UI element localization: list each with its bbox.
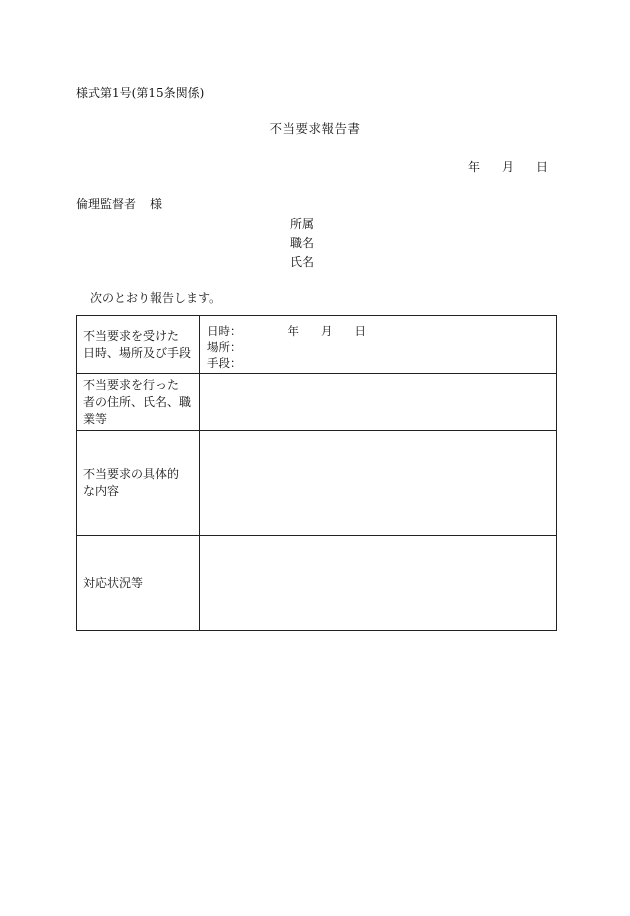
- row-label-incident: [77, 316, 200, 374]
- datetime-day: 日: [354, 324, 366, 338]
- form-number: 様式第1号(第15条関係): [76, 86, 205, 100]
- label-line: 不当要求を行った: [83, 377, 180, 392]
- label-line: な内容: [83, 484, 120, 498]
- page-title: 不当要求報告書: [269, 121, 361, 136]
- row-label-content: [77, 431, 200, 536]
- date-day-label: 日: [536, 160, 549, 174]
- sender-name-label: 氏名: [290, 255, 315, 269]
- table-row: [77, 316, 557, 374]
- incident-details-cell[interactable]: [200, 316, 557, 374]
- request-content-cell[interactable]: [200, 431, 557, 536]
- addressee-suffix: 様: [150, 197, 163, 211]
- label-line: 不当要求を受けた: [83, 328, 180, 343]
- place-label: 場所：: [207, 340, 242, 354]
- label-line: 者の住所、氏名、職: [83, 394, 192, 409]
- sender-affiliation-label: 所属: [290, 217, 315, 231]
- means-label: 手段：: [207, 356, 242, 370]
- label-line: 業等: [83, 411, 108, 426]
- date-line: [468, 161, 548, 173]
- label-line: 対応状況等: [83, 575, 144, 590]
- response-status-cell[interactable]: [200, 536, 557, 631]
- addressee: [76, 198, 162, 210]
- date-month-label: 月: [502, 160, 515, 174]
- date-year-label: 年: [468, 160, 481, 174]
- label-line: 日時、場所及び手段: [83, 345, 192, 360]
- sender-position-label: 職名: [290, 236, 315, 250]
- label-line: 不当要求の具体的: [83, 467, 180, 481]
- addressee-name: 倫理監督者: [76, 197, 137, 211]
- table-row: [77, 431, 557, 536]
- datetime-label: 日時：: [207, 324, 242, 338]
- datetime-year: 年: [287, 324, 299, 338]
- table-row: [77, 374, 557, 431]
- intro-text: 次のとおり報告します。: [90, 291, 222, 305]
- report-table: [76, 315, 557, 631]
- table-row: [77, 536, 557, 631]
- row-label-response: [77, 536, 200, 631]
- datetime-month: 月: [321, 324, 333, 338]
- datetime-field: [207, 323, 556, 339]
- row-label-requester: [77, 374, 200, 431]
- requester-details-cell[interactable]: [200, 374, 557, 431]
